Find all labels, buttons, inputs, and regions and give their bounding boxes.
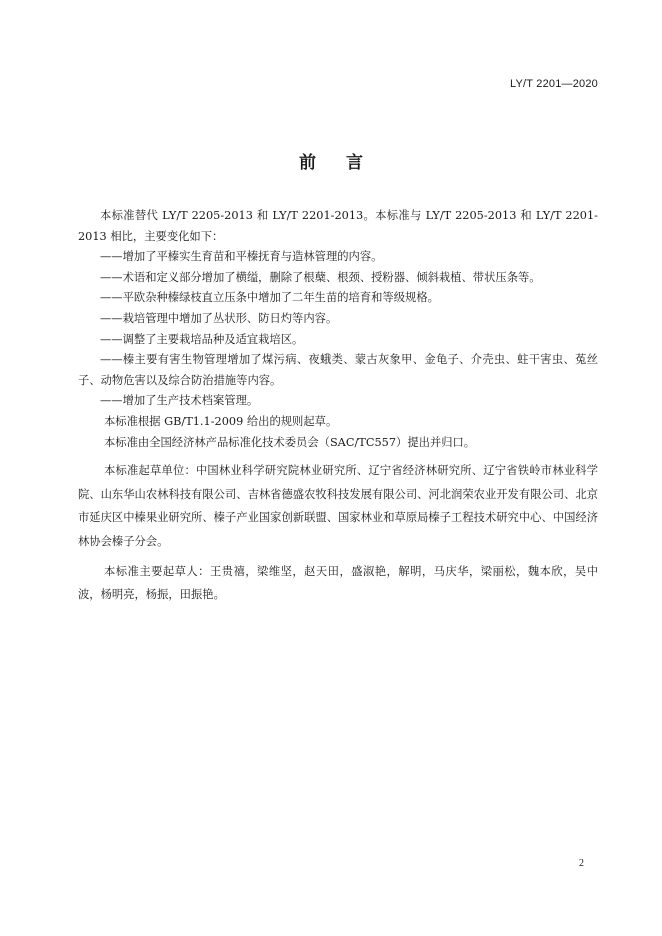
proposed-paragraph: 本标准由全国经济林产品标准化技术委员会（SAC/TC557）提出并归口。 bbox=[104, 435, 476, 449]
change-item: ——术语和定义部分增加了横缢，删除了根蘖、根颈、授粉器、倾斜栽植、带状压条等。 bbox=[100, 270, 541, 284]
change-item: ——增加了生产技术档案管理。 bbox=[100, 394, 259, 408]
page-title bbox=[0, 148, 662, 173]
change-item: ——平欧杂种榛绿枝直立压条中增加了二年生苗的培育和等级规格。 bbox=[100, 291, 439, 305]
change-item: ——增加了平榛实生育苗和平榛抚育与造林管理的内容。 bbox=[100, 250, 383, 264]
change-item: ——调整了主要栽培品种及适宜栽培区。 bbox=[100, 332, 304, 346]
drafting-units-paragraph: 本标准起草单位：中国林业科学研究院林业研究所、辽宁省经济林研究所、辽宁省铁岭市林业科学院、山东华山农林科技有限公司、吉林省德盛农牧科技发展有限公司、河北润荣农业开发有限公司、北京市延庆区中榛果业研究所、榛子产业国家创新联盟、国家林业和草原局榛子工程技术研究中心、中国经济林协会榛子分会。 bbox=[78, 464, 598, 548]
drafters-paragraph: 本标准主要起草人：王贵禧，梁维坚，赵天田，盛淑艳，解明，马庆华，梁丽松，魏本欣，吴中波，杨明亮，杨振，田振艳。 bbox=[78, 564, 598, 602]
title-part-2: 言 bbox=[346, 153, 363, 173]
rule-paragraph: 本标准根据 GB/T1.1-2009 给出的规则起草。 bbox=[104, 414, 338, 428]
change-item: ——榛主要有害生物管理增加了煤污病、夜蛾类、蒙古灰象甲、金龟子、介壳虫、蛀干害虫、菟丝子、动物危害以及综合防治措施等内容。 bbox=[78, 353, 598, 387]
page-number: 2 bbox=[579, 858, 584, 869]
intro-paragraph: 本标准替代 LY/T 2205-2013 和 LY/T 2201-2013。本标准与 LY/T 2205-2013 和 LY/T 2201-2013 相比，主要变化如下： bbox=[78, 209, 598, 243]
title-part-1: 前 bbox=[299, 153, 316, 173]
change-item: ——栽培管理中增加了丛状形、防日灼等内容。 bbox=[100, 311, 338, 325]
standard-code: LY/T 2201—2020 bbox=[509, 78, 598, 90]
document-body bbox=[78, 206, 598, 607]
